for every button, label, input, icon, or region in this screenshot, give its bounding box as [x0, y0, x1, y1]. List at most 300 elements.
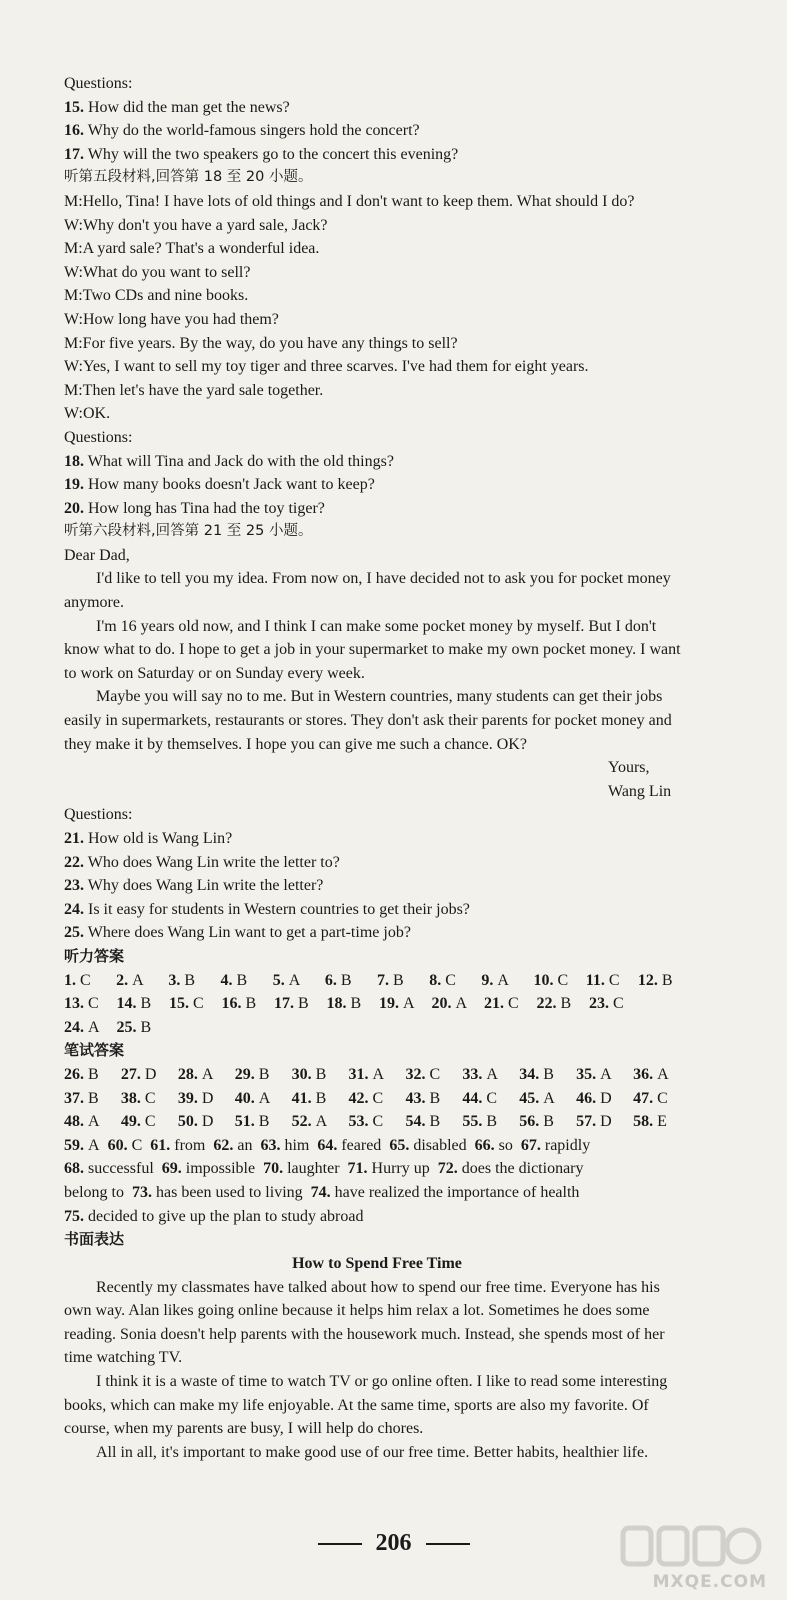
answer-value: A — [403, 995, 415, 1013]
answer-value: A — [132, 971, 144, 989]
essay-paragraph: All in all, it's important to make good use of our free time. Better habits, healthier life. — [96, 1443, 649, 1461]
answer-item — [638, 969, 690, 993]
answer-item — [589, 992, 642, 1016]
answer-number: 56. — [519, 1113, 540, 1131]
written-answers — [64, 1063, 690, 1134]
answer-value: laughter — [287, 1160, 340, 1178]
answer-value: C — [486, 1089, 498, 1107]
answer-value: belong to — [64, 1183, 124, 1201]
answer-number: 43. — [405, 1089, 426, 1107]
answer-item — [162, 1157, 255, 1181]
answer-value: C — [144, 1113, 156, 1131]
answer-value: him — [284, 1136, 310, 1154]
question-item — [64, 497, 690, 521]
answer-number: 23. — [589, 995, 609, 1013]
answer-value: B — [315, 1089, 327, 1107]
answer-number: 22. — [536, 995, 557, 1013]
answer-item — [108, 1134, 143, 1158]
written-answers-heading: 笔试答案 — [64, 1041, 125, 1060]
answer-number: 64. — [317, 1136, 338, 1154]
answer-value: B — [258, 1065, 270, 1083]
answer-item — [311, 1181, 580, 1205]
answer-value: so — [498, 1136, 513, 1154]
answer-item — [64, 1110, 121, 1134]
answer-value: B — [184, 971, 196, 989]
answer-number: 3. — [168, 971, 181, 989]
answer-item — [377, 969, 429, 993]
letter — [64, 544, 690, 804]
answer-item — [169, 992, 222, 1016]
answer-row — [64, 1205, 690, 1229]
answer-number: 48. — [64, 1113, 84, 1131]
answer-item — [64, 969, 116, 993]
answer-item — [325, 969, 377, 993]
answer-value: A — [201, 1065, 214, 1083]
answer-item — [432, 992, 485, 1016]
answer-number: 39. — [177, 1089, 198, 1107]
answer-value: C — [88, 995, 99, 1013]
question-item — [64, 827, 690, 851]
question-item — [64, 473, 690, 497]
answer-item — [273, 969, 325, 993]
answer-number: 2. — [116, 971, 129, 989]
answer-row — [64, 1157, 690, 1181]
answer-number: 7. — [377, 971, 390, 989]
answer-value: A — [657, 1065, 669, 1083]
question-text: How many books doesn't Jack want to keep? — [88, 476, 375, 494]
question-text: Who does Wang Lin write the letter to? — [87, 853, 340, 871]
answer-value: B — [543, 1065, 554, 1083]
answer-value: C — [429, 1065, 441, 1083]
answer-value: C — [372, 1113, 384, 1131]
question-item — [64, 143, 690, 167]
question-number: 25. — [64, 924, 84, 942]
answer-number: 52. — [291, 1113, 312, 1131]
answer-value: has been used to living — [156, 1183, 303, 1201]
answer-item — [475, 1134, 513, 1158]
answer-number: 32. — [405, 1065, 426, 1083]
answer-number: 47. — [633, 1089, 654, 1107]
answer-value: B — [258, 1113, 270, 1131]
answer-value: B — [245, 995, 257, 1013]
utterance: Why don't you have a yard sale, Jack? — [82, 216, 328, 234]
answer-value: A — [600, 1065, 612, 1083]
answer-number: 18. — [326, 995, 347, 1013]
answer-value: C — [508, 995, 519, 1013]
answer-number: 27. — [120, 1065, 141, 1083]
answer-item — [150, 1134, 205, 1158]
answer-row — [64, 1181, 690, 1205]
answer-value: D — [600, 1113, 612, 1131]
page-content — [64, 72, 690, 1464]
dialogue-line — [64, 190, 690, 214]
answer-item — [519, 1087, 576, 1111]
answer-value: D — [600, 1089, 612, 1107]
answer-number: 14. — [116, 995, 137, 1013]
answer-number: 54. — [405, 1113, 426, 1131]
answer-item — [438, 1157, 584, 1181]
answer-item — [64, 992, 117, 1016]
question-list-15-17 — [64, 96, 690, 167]
answer-number: 62. — [213, 1136, 234, 1154]
question-text: How old is Wang Lin? — [88, 830, 233, 847]
question-number: 23. — [64, 877, 84, 895]
answer-value: C — [557, 971, 569, 989]
answer-row — [64, 1087, 690, 1111]
answer-number: 38. — [120, 1089, 141, 1107]
answer-number: 21. — [484, 995, 504, 1013]
answer-value: B — [393, 971, 404, 989]
letter-paragraph: I'd like to tell you my idea. From now on, I have decided not to ask you for pocket money anymore. — [64, 570, 671, 612]
answer-number: 24. — [64, 1018, 84, 1036]
dialogue-line — [64, 261, 690, 285]
dialogue-line — [64, 355, 690, 379]
speaker: W: — [64, 405, 83, 423]
speaker: W: — [64, 310, 83, 328]
question-number: 19. — [64, 476, 84, 494]
answer-item — [64, 1205, 363, 1229]
section6-heading: 听第六段材料,回答第 21 至 25 小题。 — [64, 523, 313, 540]
answer-value: A — [288, 971, 301, 989]
answer-number: 59. — [64, 1136, 84, 1154]
answer-value: C — [80, 971, 91, 989]
answer-value: E — [657, 1113, 667, 1131]
questions-label: Questions: — [64, 428, 133, 446]
answer-item — [235, 1087, 292, 1111]
answer-value: A — [258, 1089, 271, 1107]
answer-number: 30. — [291, 1065, 312, 1083]
answer-value: B — [429, 1089, 441, 1107]
answer-value: Hurry up — [371, 1160, 430, 1178]
answer-item — [462, 1063, 519, 1087]
answer-item — [521, 1134, 590, 1158]
answer-value: A — [315, 1113, 328, 1131]
speaker: W: — [64, 358, 83, 376]
answer-number: 31. — [348, 1065, 369, 1083]
answer-value: C — [131, 1136, 143, 1154]
answer-number: 8. — [429, 971, 442, 989]
question-item — [64, 898, 690, 922]
answer-value: B — [429, 1113, 441, 1131]
answer-number: 57. — [576, 1113, 597, 1131]
dialogue-line — [64, 402, 690, 426]
answer-value: B — [140, 995, 152, 1013]
writing-heading: 书面表达 — [64, 1230, 125, 1249]
answer-value: an — [237, 1136, 253, 1154]
essay-paragraph: Recently my classmates have talked about how to spend our free time. Everyone has his own way. Alan likes going online because it helps him relax a lot. Sometimes he does some reading. Sonia doesn't help parents with the housework much. Instead, she spends most of her time watching TV. — [64, 1278, 665, 1367]
answer-number: 4. — [220, 971, 233, 989]
answer-item — [178, 1063, 235, 1087]
answer-row — [64, 1110, 690, 1134]
answer-number: 73. — [132, 1183, 152, 1201]
answer-number: 12. — [637, 971, 658, 989]
answer-number: 5. — [272, 971, 285, 989]
answer-number: 19. — [379, 995, 399, 1013]
answer-number: 58. — [633, 1113, 654, 1131]
answer-item — [260, 1134, 309, 1158]
answer-item — [274, 992, 327, 1016]
question-text: What will Tina and Jack do with the old things? — [87, 452, 394, 470]
answer-value: B — [140, 1018, 152, 1036]
answer-number: 46. — [576, 1089, 597, 1107]
answer-number: 74. — [310, 1183, 331, 1201]
letter-paragraph: Maybe you will say no to me. But in Western countries, many students can get their jobs easily in supermarkets, restaurants or stores. They don't ask their parents for pocket money and they make it by themselves. I hope you can give me such a chance. OK? — [64, 688, 672, 753]
answer-number: 40. — [234, 1089, 255, 1107]
answer-item — [348, 1157, 430, 1181]
answer-number: 70. — [263, 1160, 284, 1178]
question-number: 24. — [64, 900, 84, 918]
answer-item — [178, 1110, 235, 1134]
answer-item — [633, 1087, 690, 1111]
answer-number: 69. — [161, 1160, 182, 1178]
answer-item — [64, 1063, 121, 1087]
answer-number: 60. — [107, 1136, 128, 1154]
answer-number: 61. — [150, 1136, 171, 1154]
answer-item — [116, 969, 168, 993]
question-number: 17. — [64, 145, 84, 163]
answer-value: A — [88, 1018, 100, 1036]
answer-value: B — [340, 971, 352, 989]
answer-value: successful — [88, 1160, 154, 1178]
question-item — [64, 119, 690, 143]
answer-number: 9. — [481, 971, 494, 989]
question-text: Why will the two speakers go to the concert this evening? — [87, 145, 459, 163]
answer-value: C — [608, 971, 620, 989]
question-text: Where does Wang Lin want to get a part-time job? — [87, 924, 411, 942]
answer-number: 42. — [348, 1089, 369, 1107]
answer-row — [64, 1016, 690, 1040]
answer-value: B — [661, 971, 673, 989]
dialogue — [64, 190, 690, 426]
answer-value: B — [236, 971, 248, 989]
answer-item — [132, 1181, 303, 1205]
answer-value: A — [543, 1089, 555, 1107]
answer-number: 16. — [221, 995, 242, 1013]
question-item — [64, 851, 690, 875]
answer-number: 71. — [347, 1160, 368, 1178]
answer-number: 66. — [474, 1136, 495, 1154]
answer-number: 68. — [64, 1160, 84, 1178]
essay-paragraph: I think it is a waste of time to watch TV or go online often. I like to read some interesting books, which can make my life enjoyable. At the same time, sports are also my favorite. Of course, when my parents are busy, I will help do chores. — [64, 1373, 668, 1438]
answer-value: A — [88, 1113, 100, 1131]
watermark-text: MXQE.COM — [652, 1572, 767, 1592]
answer-item — [64, 1134, 100, 1158]
answer-item — [121, 1110, 178, 1134]
answer-number: 17. — [274, 995, 294, 1013]
answer-item — [405, 1087, 462, 1111]
answer-item — [462, 1110, 519, 1134]
answer-value: A — [486, 1065, 498, 1083]
answer-item — [462, 1087, 519, 1111]
answer-item — [349, 1110, 406, 1134]
answer-number: 67. — [520, 1136, 541, 1154]
answer-value: A — [455, 995, 468, 1013]
answer-value: B — [350, 995, 362, 1013]
answer-item — [121, 1087, 178, 1111]
answer-item — [379, 992, 432, 1016]
answer-row — [64, 1063, 690, 1087]
questions-label: Questions: — [64, 75, 133, 92]
answer-item — [317, 1134, 381, 1158]
answer-number: 53. — [348, 1113, 369, 1131]
answer-item — [576, 1087, 633, 1111]
dialogue-line — [64, 332, 690, 356]
answer-row — [64, 992, 690, 1016]
answer-value: D — [201, 1089, 214, 1107]
question-number: 16. — [64, 122, 84, 140]
question-text: Why do the world-famous singers hold the concert? — [87, 122, 420, 140]
listening-answers — [64, 969, 690, 1040]
answer-number: 41. — [291, 1089, 312, 1107]
dialogue-line — [64, 237, 690, 261]
speaker: M: — [64, 192, 83, 210]
answer-value: rapidly — [544, 1136, 591, 1154]
question-item — [64, 96, 690, 120]
fill-answers — [64, 1134, 690, 1228]
answer-item — [576, 1110, 633, 1134]
letter-paragraph: I'm 16 years old now, and I think I can make some pocket money by myself. But I don't know what to do. I hope to get a job in your supermarket to make my own pocket money. I want to work on Saturday or on Sunday every week. — [64, 617, 681, 682]
question-number: 21. — [64, 830, 84, 847]
answer-number: 10. — [533, 971, 554, 989]
utterance: What do you want to sell? — [82, 263, 251, 281]
answer-value: B — [560, 995, 572, 1013]
question-text: How long has Tina had the toy tiger? — [88, 499, 325, 517]
answer-item — [213, 1134, 252, 1158]
answer-value: C — [657, 1089, 668, 1107]
answer-number: 75. — [64, 1207, 84, 1225]
answer-item — [64, 1157, 154, 1181]
answer-item — [222, 992, 275, 1016]
question-text: Is it easy for students in Western countries to get their jobs? — [88, 900, 470, 918]
dialogue-line — [64, 284, 690, 308]
answer-value: decided to give up the plan to study abroad — [88, 1207, 364, 1225]
answer-item — [221, 969, 273, 993]
utterance: Yes, I want to sell my toy tiger and three scarves. I've had them for eight years. — [82, 358, 589, 376]
question-number: 15. — [64, 98, 84, 116]
utterance: Then let's have the yard sale together. — [82, 381, 324, 399]
question-list-18-20 — [64, 450, 690, 521]
utterance: How long have you had them? — [82, 310, 279, 328]
answer-number: 51. — [234, 1113, 255, 1131]
answer-item — [64, 1087, 121, 1111]
answer-item — [235, 1063, 292, 1087]
answer-item — [178, 1087, 235, 1111]
utterance: OK. — [82, 405, 111, 423]
answer-value: B — [486, 1113, 498, 1131]
answer-item — [405, 1110, 462, 1134]
answer-value: B — [88, 1089, 99, 1107]
answer-number: 55. — [462, 1113, 483, 1131]
answer-item — [235, 1110, 292, 1134]
utterance: A yard sale? That's a wonderful idea. — [82, 240, 320, 258]
answer-number: 20. — [431, 995, 452, 1013]
answer-value: feared — [341, 1136, 382, 1154]
answer-number: 49. — [120, 1113, 141, 1131]
question-number: 22. — [64, 853, 84, 871]
answer-item — [117, 992, 170, 1016]
answer-item — [349, 1063, 406, 1087]
answer-value: C — [372, 1089, 384, 1107]
question-number: 18. — [64, 452, 84, 470]
answer-item — [292, 1087, 349, 1111]
answer-value: from — [174, 1136, 206, 1154]
answer-item — [405, 1063, 462, 1087]
answer-number: 65. — [389, 1136, 410, 1154]
dialogue-line — [64, 308, 690, 332]
answer-item — [519, 1063, 576, 1087]
answer-value: D — [144, 1065, 157, 1083]
answer-value: disabled — [413, 1136, 467, 1154]
dialogue-line — [64, 379, 690, 403]
answer-item — [263, 1157, 339, 1181]
answer-item — [349, 1087, 406, 1111]
answer-item — [292, 1110, 349, 1134]
answer-value: C — [193, 995, 204, 1013]
answer-row — [64, 1134, 690, 1158]
answer-number: 45. — [519, 1089, 540, 1107]
utterance: For five years. By the way, do you have any things to sell? — [82, 334, 458, 352]
answer-item — [633, 1110, 690, 1134]
answer-item — [576, 1063, 633, 1087]
answer-item — [327, 992, 380, 1016]
answer-value: C — [144, 1089, 156, 1107]
answer-number: 33. — [462, 1065, 483, 1083]
answer-number: 44. — [462, 1089, 483, 1107]
answer-item — [121, 1063, 178, 1087]
answer-number: 28. — [177, 1065, 198, 1083]
speaker: W: — [64, 216, 83, 234]
answer-number: 35. — [576, 1065, 597, 1083]
answer-number: 29. — [234, 1065, 255, 1083]
answer-number: 26. — [64, 1065, 84, 1083]
answer-number: 34. — [519, 1065, 540, 1083]
question-list-21-25 — [64, 827, 690, 945]
answer-item — [168, 969, 220, 993]
speaker: M: — [64, 381, 83, 399]
answer-number: 25. — [116, 1018, 137, 1036]
answer-item — [64, 1181, 124, 1205]
answer-number: 50. — [177, 1113, 198, 1131]
utterance: Hello, Tina! I have lots of old things and I don't want to keep them. What should I do? — [82, 192, 635, 210]
answer-item — [389, 1134, 466, 1158]
section5-heading: 听第五段材料,回答第 18 至 20 小题。 — [64, 169, 313, 186]
letter-closing: Yours, — [608, 759, 650, 777]
answer-value: A — [497, 971, 509, 989]
question-number: 20. — [64, 499, 84, 517]
answer-item — [117, 1016, 170, 1040]
essay-title: How to Spend Free Time — [292, 1254, 462, 1272]
question-item — [64, 874, 690, 898]
answer-item — [586, 969, 638, 993]
question-item — [64, 450, 690, 474]
answer-number: 63. — [260, 1136, 281, 1154]
answer-value: B — [298, 995, 309, 1013]
answer-value: B — [88, 1065, 99, 1083]
answer-item — [429, 969, 481, 993]
speaker: M: — [64, 334, 83, 352]
answer-value: have realized the importance of health — [334, 1183, 580, 1201]
answer-number: 72. — [437, 1160, 458, 1178]
question-item — [64, 921, 690, 945]
answer-row — [64, 969, 690, 993]
answer-item — [481, 969, 533, 993]
answer-item — [64, 1016, 117, 1040]
answer-item — [534, 969, 586, 993]
answer-item — [519, 1110, 576, 1134]
utterance: Two CDs and nine books. — [82, 287, 249, 305]
answer-number: 1. — [64, 971, 76, 989]
letter-signature: Wang Lin — [608, 782, 672, 800]
